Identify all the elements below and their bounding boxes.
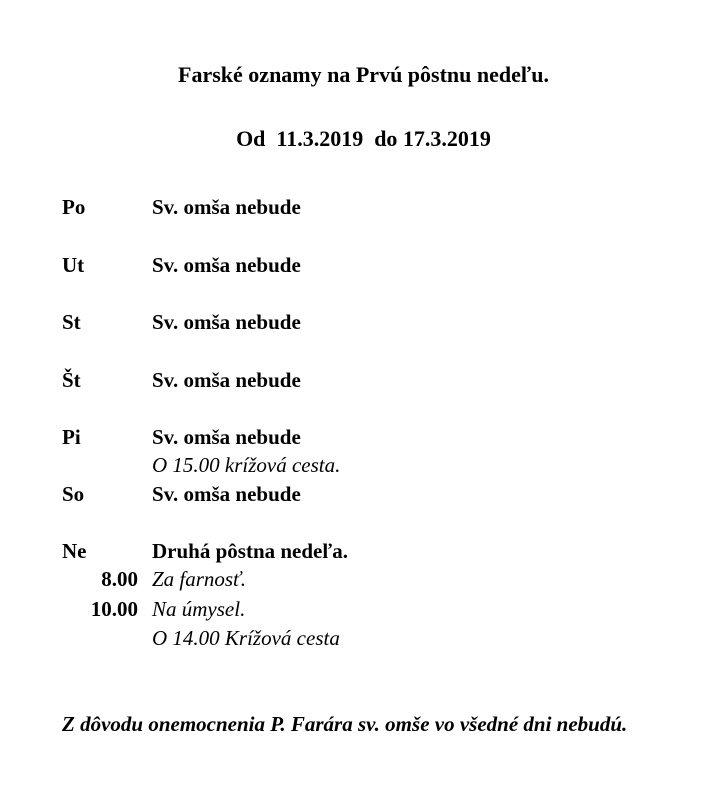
friday-mass: Sv. omša nebude [152,425,301,449]
sunday-time-2: 10.00 [90,597,138,621]
closing-note: Z dôvodu onemocnenia P. Farára sv. omše vo všedné dni nebudú. [62,712,628,736]
sunday-intention-1: Za farnosť. [152,567,246,591]
saturday-mass: Sv. omša nebude [152,482,301,506]
tuesday-mass: Sv. omša nebude [152,253,301,277]
sunday-stations-of-cross: O 14.00 Krížová cesta [152,626,340,650]
day-label-wednesday: St [62,310,81,334]
bulletin-title: Farské oznamy na Prvú pôstnu nedeľu. [178,62,549,87]
day-label-monday: Po [62,195,86,219]
day-label-thursday: Št [62,368,81,392]
day-label-friday: Pi [62,425,81,449]
sunday-time-1: 8.00 [101,567,138,591]
thursday-mass: Sv. omša nebude [152,368,301,392]
wednesday-mass: Sv. omša nebude [152,310,301,334]
sunday-intention-2: Na úmysel. [152,597,246,621]
sunday-title: Druhá pôstna nedeľa. [152,539,348,563]
day-label-sunday: Ne [62,539,87,563]
date-range: Od 11.3.2019 do 17.3.2019 [236,126,491,151]
day-label-saturday: So [62,482,85,506]
monday-mass: Sv. omša nebude [152,195,301,219]
friday-stations-of-cross: O 15.00 krížová cesta. [152,453,341,477]
day-label-tuesday: Ut [62,253,85,277]
